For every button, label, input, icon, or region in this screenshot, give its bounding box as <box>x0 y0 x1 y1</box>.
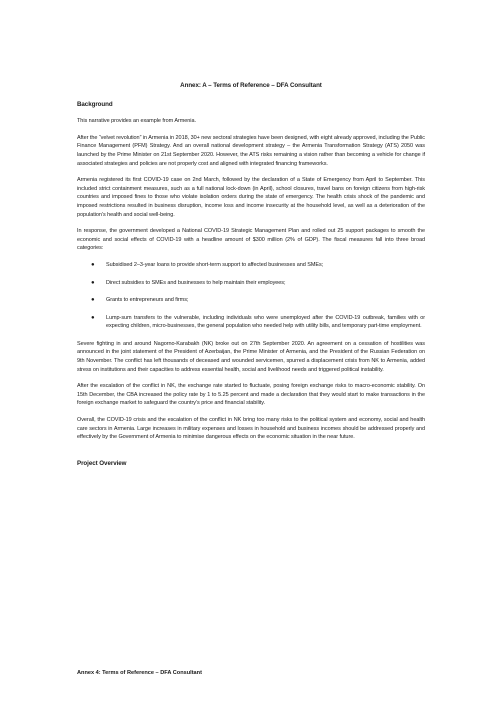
bullet-icon: ● <box>91 297 95 304</box>
bullet-icon: ● <box>91 261 95 268</box>
page-footer: Annex 4: Terms of Reference – DFA Consultant <box>77 670 202 676</box>
section-spacer <box>77 450 425 460</box>
list-item-text: Subsidised 2–3-year loans to provide short-term support to affected businesses and SMEs; <box>106 261 324 268</box>
paragraph-exchange-rate: After the escalation of the conflict in NK, the exchange rate started to fluctuate, posing foreign exchange risks to macro-economic stability. On 15th December, the CBA increased the policy rate by 1 to 5.25 percent and made a declaration that they would start to make transactions in the foreign exchange market to safeguard the country’s price and financial stability. <box>77 383 425 407</box>
list-item <box>77 314 425 331</box>
paragraph-velvet-revolution: After the “velvet revolution” in Armenia in 2018, 30+ new sectoral strategies have been designed, with eight already approved, including the Public Finance Management (PFM) Strategy. And an overall national development strategy – the Armenia Transformation Strategy (ATS) 2050 was launched by the Prime Minister on 21st September 2020. However, the ATS risks remaining a vision rather than becoming a vehicle for change if associated strategies and policies are not properly cost and aligned with integrated financing frameworks. <box>77 134 425 167</box>
list-item-text: Grants to entrepreneurs and firms; <box>106 297 189 304</box>
paragraph-intro: This narrative provides an example from Armenia. <box>77 118 196 125</box>
list-item <box>77 261 425 270</box>
paragraph-overall: Overall, the COVID-19 crisis and the escalation of the conflict in NK bring too many risks to the political system and economy, social and health care sectors in Armenia. Large increases in military expenses and losses in household and business incomes should be addressed properly and effectively by the Government of Armenia to minimise dangerous effects on the economic situation in the near future. <box>77 417 425 441</box>
background-heading: Background <box>77 100 113 108</box>
list-item <box>77 296 425 305</box>
list-item <box>77 279 425 288</box>
project-overview-heading: Project Overview <box>77 459 127 467</box>
fiscal-measures-list <box>77 261 425 331</box>
paragraph-covid: Armenia registered its first COVID-19 case on 2nd March, followed by the declaration of a State of Emergency from April to September. This included strict containment measures, such as a full national lock-down (in April), school closures, travel bans on foreign citizens from high-risk countries and imposed fines to those who violate isolation orders during the state of emergency. The health crisis shock of the pandemic and imposed restrictions resulted in business disruption, income loss and income insecurity at the household level, as well as a deterioration of the population’s health and social well-being. <box>77 177 425 218</box>
document-title: Annex: A – Terms of Reference – DFA Consultant <box>180 82 322 89</box>
list-item-text: Lump-sum transfers to the vulnerable, including individuals who were unemployed after the COVID-19 outbreak, families with or expecting children, micro-businesses, the general population who needed help with utility bills, and temporary part-time employment. <box>106 314 425 330</box>
bullet-icon: ● <box>91 314 95 321</box>
bullet-icon: ● <box>91 279 95 286</box>
paragraph-nagorno-karabakh: Severe fighting in and around Nagorno-Karabakh (NK) broke out on 27th September 2020. An agreement on a cessation of hostilities was announced in the joint statement of the President of Azerbaijan, the Prime Minister of Armenia, and the President of the Russian Federation on 9th November. The conflict has left thousands of deceased and wounded servicemen, spurred a displacement crisis from NK to Armenia, added stress on institutions and their capacities to address essential health, social and livelihood needs and triggered political instability. <box>77 340 425 373</box>
list-item-text: Direct subsidies to SMEs and businesses to help maintain their employees; <box>106 279 286 286</box>
paragraph-response: In response, the government developed a National COVID-19 Strategic Management Plan and rolled out 25 support packages to smooth the economic and social effects of COVID-19 with a headline amount of $300 million (2% of GDP). The fiscal measures fall into three broad categories: <box>77 228 425 252</box>
document-body <box>77 82 425 476</box>
